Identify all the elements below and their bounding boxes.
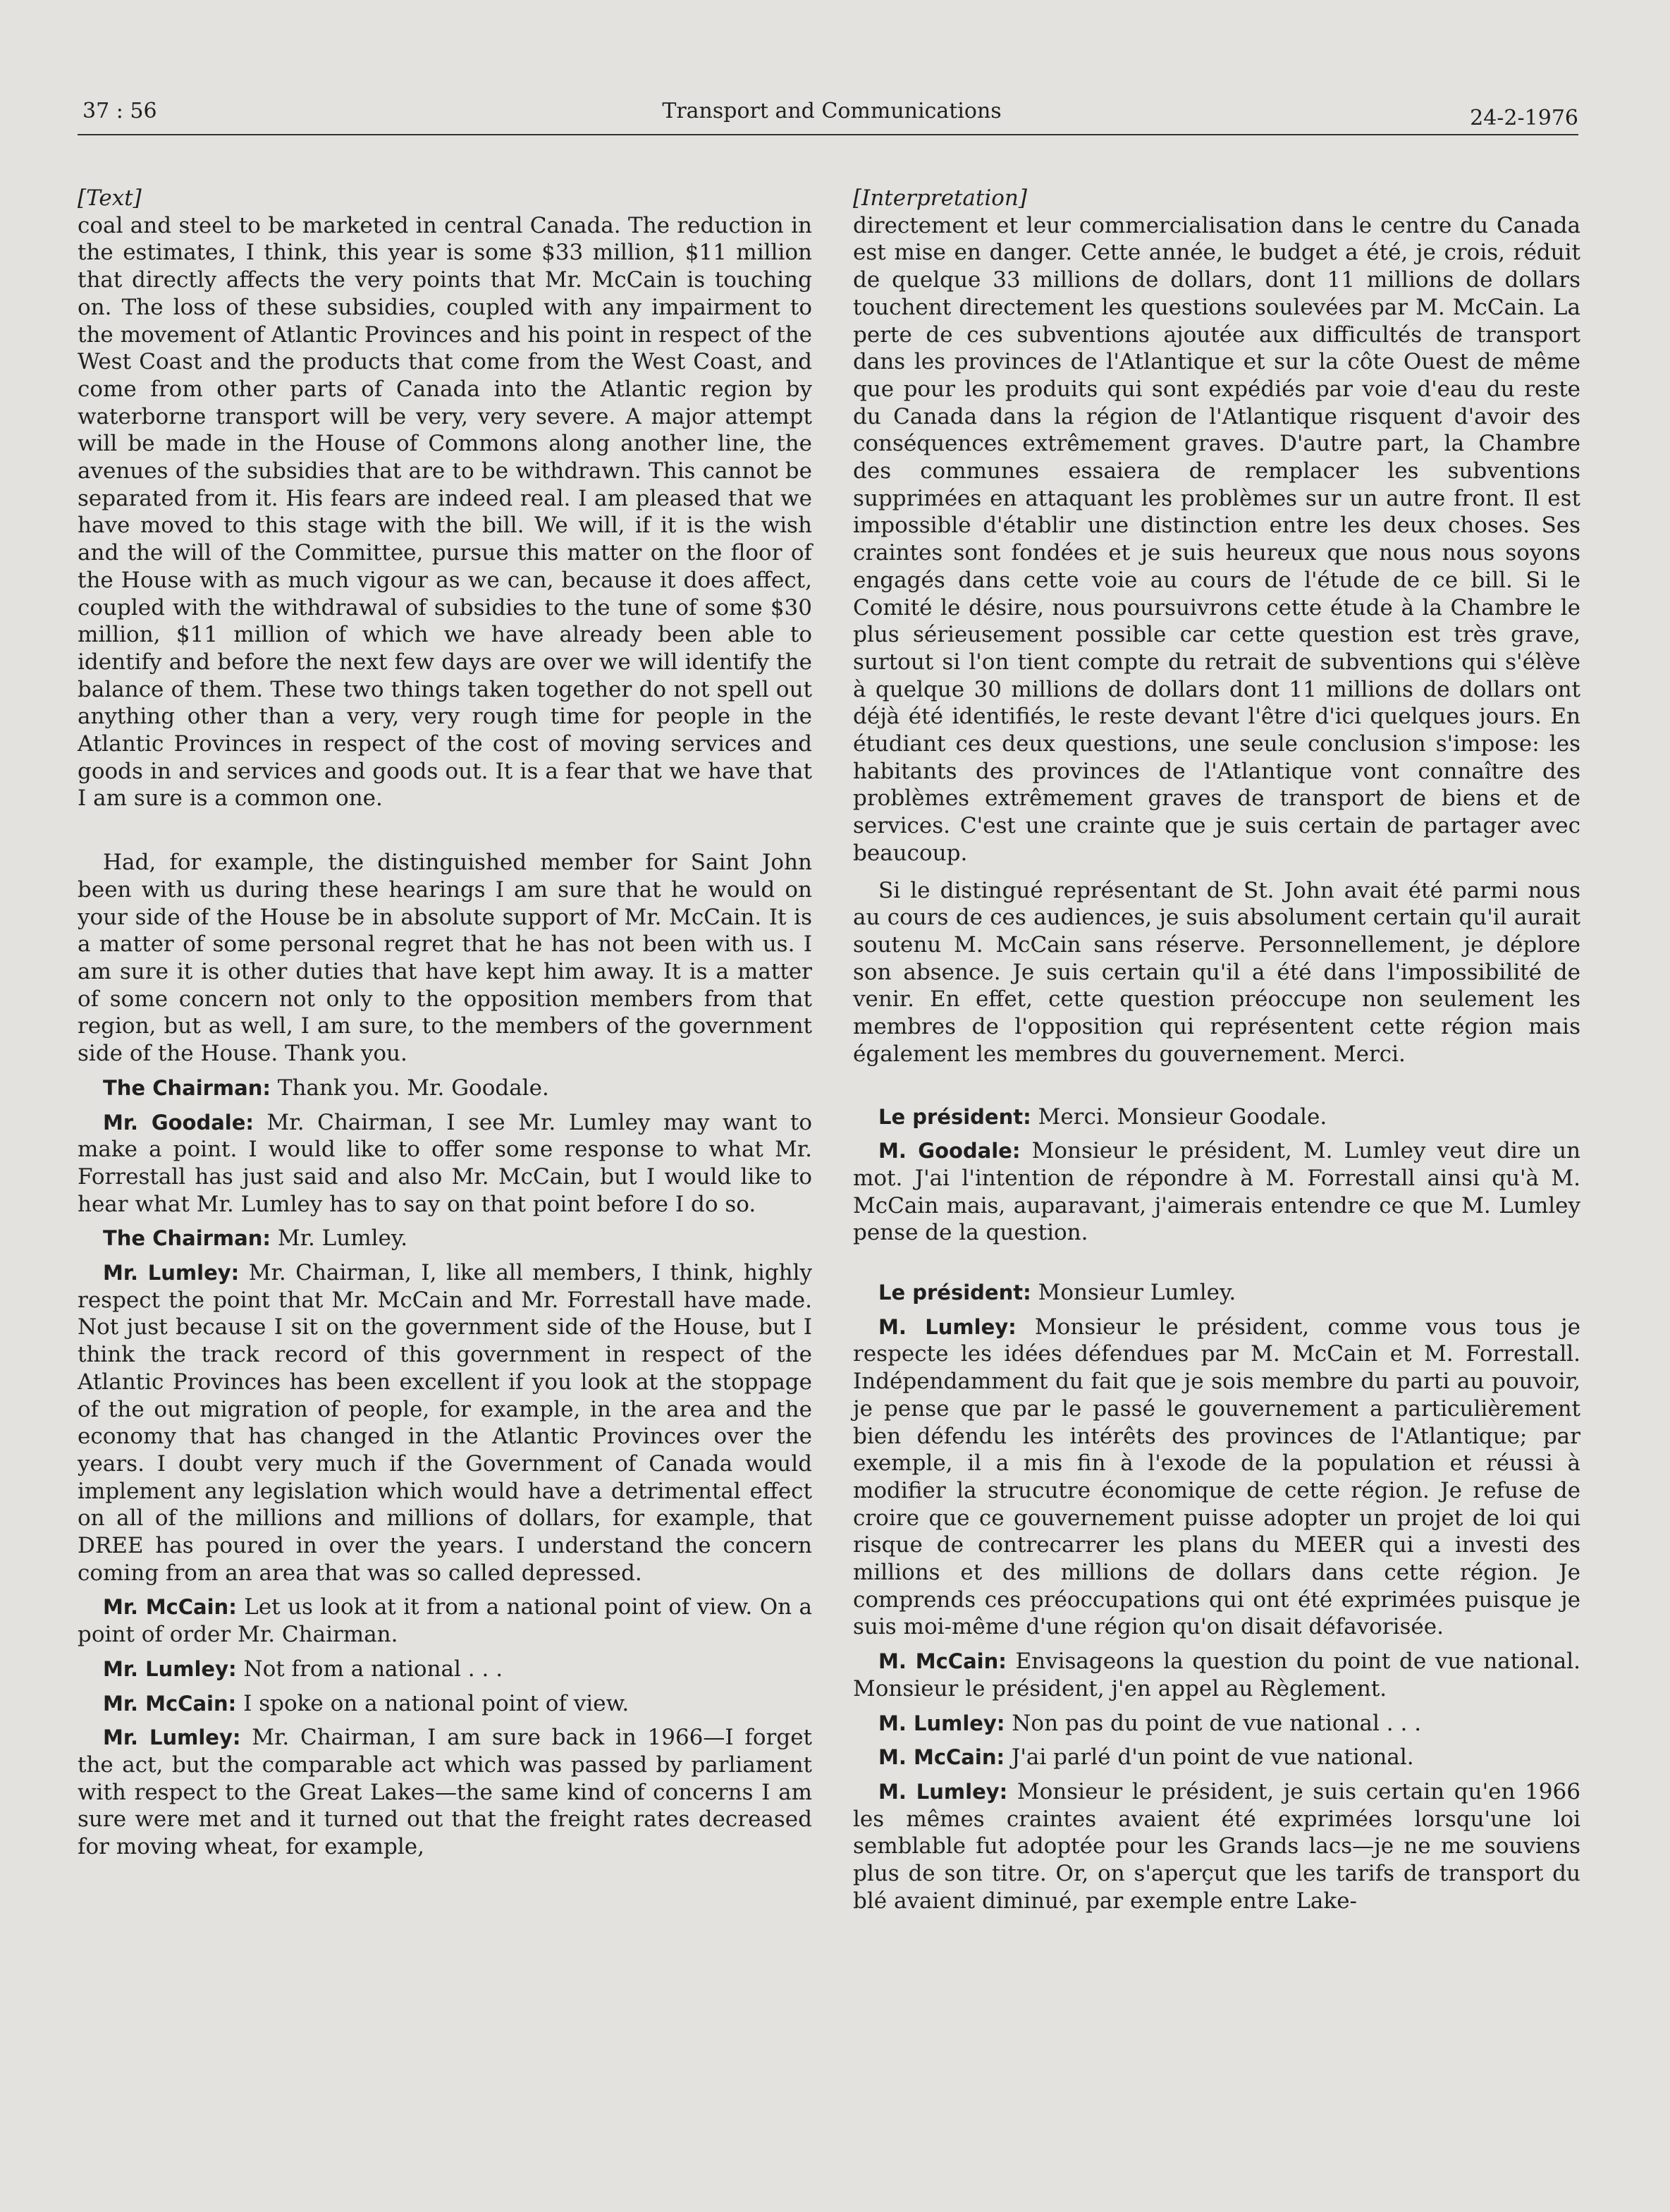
dialogue-turn: [78, 1594, 812, 1648]
dialogue-turn: [78, 1225, 812, 1252]
speaker-name: M. Lumley:: [878, 1314, 1017, 1339]
speaker-name: The Chairman:: [103, 1226, 271, 1251]
header-rule: [78, 134, 1578, 135]
page-number: 37 : 56: [82, 99, 157, 123]
speech-text: Non pas du point de vue national . . .: [1005, 1710, 1422, 1736]
dialogue-turn: [853, 1744, 1580, 1771]
page-date: 24-2-1976: [1470, 106, 1578, 130]
dialogue-turn: [78, 1656, 812, 1683]
speech-text: Monsieur le président, je suis certain qu'en 1966 les mêmes craintes avaient été exprimées lorsqu'une loi semblable fut adoptée pour les Grands lacs—je ne me souviens plus de son titre. Or, on s'aperçut que les tarifs de transport du blé avaient diminué, par exemple entre Lake-: [853, 1778, 1580, 1914]
speech-text: J'ai parlé d'un point de vue national.: [1005, 1744, 1414, 1771]
speaker-name: Mr. Goodale:: [103, 1110, 254, 1135]
speech-text: Mr. Lumley.: [270, 1226, 408, 1252]
speech-text: Mr. Chairman, I am sure back in 1966—I forget the act, but the comparable act which was passed by parliament with respect to the Great Lakes—the same kind of concerns I am sure were met and it turned out that the freight rates decreased for moving wheat, for example,: [78, 1725, 812, 1860]
speech-text: Monsieur Lumley.: [1031, 1280, 1236, 1306]
english-column: [78, 185, 812, 1861]
speech-text: Merci. Monsieur Goodale.: [1031, 1104, 1327, 1130]
speech-text: Let us look at it from a national point of view. On a point of order Mr. Chairman.: [78, 1594, 812, 1648]
interpretation-tag: [Interpretation]: [853, 185, 1027, 211]
speech-text: Monsieur le président, comme vous tous je respecte les idées défendues par M. McCain et M. Forrestall. Indépendamment du fait que je sois membre du parti au pouvoir, je pense que par le passé le gouvernement a particulièrement bien défendu les intérêts des provinces de l'Atlantique; par exemple, il a mis fin à l'exode de la population et réussi à modifier la strucutre économique de cette région. Je refuse de croire que ce gouvernement puisse adopter un projet de loi qui risque de contrecarrer les plans du MEER qui a investi des millions et des millions de dollars dans cette région. Je comprends ces préoccupations qui ont été exprimées puisque je suis moi-même d'une région qu'on disait défavorisée.: [853, 1314, 1580, 1640]
dialogue-turn: [78, 1259, 812, 1587]
dialogue-turn: [78, 1109, 812, 1218]
dialogue-turn: [853, 1648, 1580, 1702]
speaker-name: Mr. Lumley:: [103, 1261, 240, 1285]
dialogue-turn: [853, 1279, 1580, 1307]
dialogue-turn: [78, 1724, 812, 1861]
dialogue-turn: [853, 1314, 1580, 1641]
speech-text: I spoke on a national point of view.: [236, 1690, 630, 1716]
speech-text: Monsieur le président, M. Lumley veut dire un mot. J'ai l'intention de répondre à M. Forrestall ainsi qu'à M. McCain mais, auparavant, j'aimerais entendre ce que M. Lumley pense de la question.: [853, 1138, 1580, 1246]
speech-text: Not from a national . . .: [236, 1656, 503, 1682]
dialogue-turn: [853, 1104, 1580, 1131]
speech-text: Envisageons la question du point de vue national. Monsieur le président, j'en appel au Règlement.: [853, 1649, 1580, 1701]
french-column: [853, 185, 1580, 1914]
speaker-name: Mr. Lumley:: [103, 1656, 237, 1681]
text-tag: [Text]: [78, 185, 142, 211]
speaker-name: M. McCain:: [878, 1745, 1005, 1770]
speaker-name: Le président:: [878, 1281, 1031, 1305]
speaker-name: M. Lumley:: [878, 1711, 1005, 1735]
dialogue-turn: [853, 1778, 1580, 1915]
dialogue-turn: [853, 1710, 1580, 1737]
speech-text: Thank you. Mr. Goodale.: [270, 1075, 549, 1101]
dialogue-turn: [853, 1137, 1580, 1247]
speaker-name: M. Lumley:: [878, 1779, 1008, 1804]
paragraph: Had, for example, the distinguished member for Saint John been with us during these hearings I am sure that he would on your side of the House be in absolute support of Mr. McCain. It is a matter of some personal regret that he has not been with us. I am sure it is other duties that have kept him away. It is a matter of some concern not only to the opposition members from that region, but as well, I am sure, to the members of the government side of the House. Thank you.: [78, 850, 812, 1067]
speaker-name: Mr. McCain:: [103, 1595, 237, 1620]
speaker-name: Mr. McCain:: [103, 1691, 237, 1716]
running-title: Transport and Communications: [662, 99, 1002, 123]
speaker-name: M. McCain:: [878, 1649, 1007, 1674]
speech-text: Mr. Chairman, I see Mr. Lumley may want to make a point. I would like to offer some response to what Mr. Forrestall has just said and also Mr. McCain, but I would like to hear what Mr. Lumley has to say on that point before I do so.: [78, 1109, 812, 1217]
dialogue-turn: [78, 1075, 812, 1102]
speaker-name: The Chairman:: [103, 1075, 271, 1100]
paragraph: coal and steel to be marketed in central Canada. The reduction in the estimates, I think, this year is some $33 million, $11 million that directly affects the very points that Mr. McCain is touching on. The loss of these subsidies, coupled with any impairment to the movement of Atlantic Provinces and his point in respect of the West Coast and the products that come from the West Coast, and come from other parts of Canada into the Atlantic region by waterborne transport will be very, very severe. A major attempt will be made in the House of Commons along another line, the avenues of the subsidies that are to be withdrawn. This cannot be separated from it. His fears are indeed real. I am pleased that we have moved to this stage with the bill. We will, if it is the wish and the will of the Committee, pursue this matter on the floor of the House with as much vigour as we can, because it does affect, coupled with the withdrawal of subsidies to the tune of some $30 million, $11 million of which we have already been able to identify and before the next few days are over we will identify the balance of them. These two things taken together do not spell out anything other than a very, very rough time for people in the Atlantic Provinces in respect of the cost of moving services and goods in and services and goods out. It is a fear that we have that I am sure is a common one.: [78, 212, 812, 812]
paragraph: directement et leur commercialisation dans le centre du Canada est mise en danger. Cette année, le budget a été, je crois, réduit de quelque 33 millions de dollars, dont 11 millions de dollars touchent directement les questions soulevées par M. McCain. La perte de ces subventions ajoutée aux difficultés de transport dans les provinces de l'Atlantique et sur la côte Ouest de même que pour les produits qui sont expédiés par voie d'eau du reste du Canada dans la région de l'Atlantique risquent d'avoir des conséquences extrêmement graves. D'autre part, la Chambre des communes essaiera de remplacer les subventions supprimées en attaquant les problèmes sur un autre front. Il est impossible d'établir une distinction entre les deux choses. Ses craintes sont fondées et je suis heureux que nous nous soyons engagés dans cette voie au cours de l'étude de ce bill. Si le Comité le désire, nous poursuivrons cette étude à la Chambre le plus sérieusement possible car cette question est très grave, surtout si l'on tient compte du retrait de subventions qui s'élève à quelque 30 millions de dollars dont 11 millions de dollars ont déjà été identifiés, le reste devant l'être d'ici quelques jours. En étudiant ces deux questions, une seule conclusion s'impose: les habitants des provinces de l'Atlantique vont connaître des problèmes extrêmement graves de transport de biens et de services. C'est une crainte que je suis certain de partager avec beaucoup.: [853, 212, 1580, 866]
speech-text: Mr. Chairman, I, like all members, I think, highly respect the point that Mr. McCain and Mr. Forrestall have made. Not just because I sit on the government side of the House, but I think the track record of this government in respect of the Atlantic Provinces has been excellent if you look at the stoppage of the out migration of people, for example, in the area and the economy that has changed in the Atlantic Provinces over the years. I doubt very much if the Government of Canada would implement any legislation which would have a detrimental effect on all of the millions and millions of dollars, for example, that DREE has poured in over the years. I understand the concern coming from an area that was so called depressed.: [78, 1260, 813, 1586]
speaker-name: M. Goodale:: [878, 1139, 1021, 1163]
speaker-name: Mr. Lumley:: [103, 1725, 241, 1750]
paragraph: Si le distingué représentant de St. John avait été parmi nous au cours de ces audiences, je suis absolument certain qu'il aurait soutenu M. McCain sans réserve. Personnellement, je déplore son absence. Je suis certain qu'il a été dans l'impossibilité de venir. En effet, cette question préoccupe non seulement les membres de l'opposition qui représentent cette région mais également les membres du gouvernement. Merci.: [853, 877, 1580, 1067]
speaker-name: Le président:: [878, 1104, 1031, 1129]
dialogue-turn: [78, 1690, 812, 1718]
